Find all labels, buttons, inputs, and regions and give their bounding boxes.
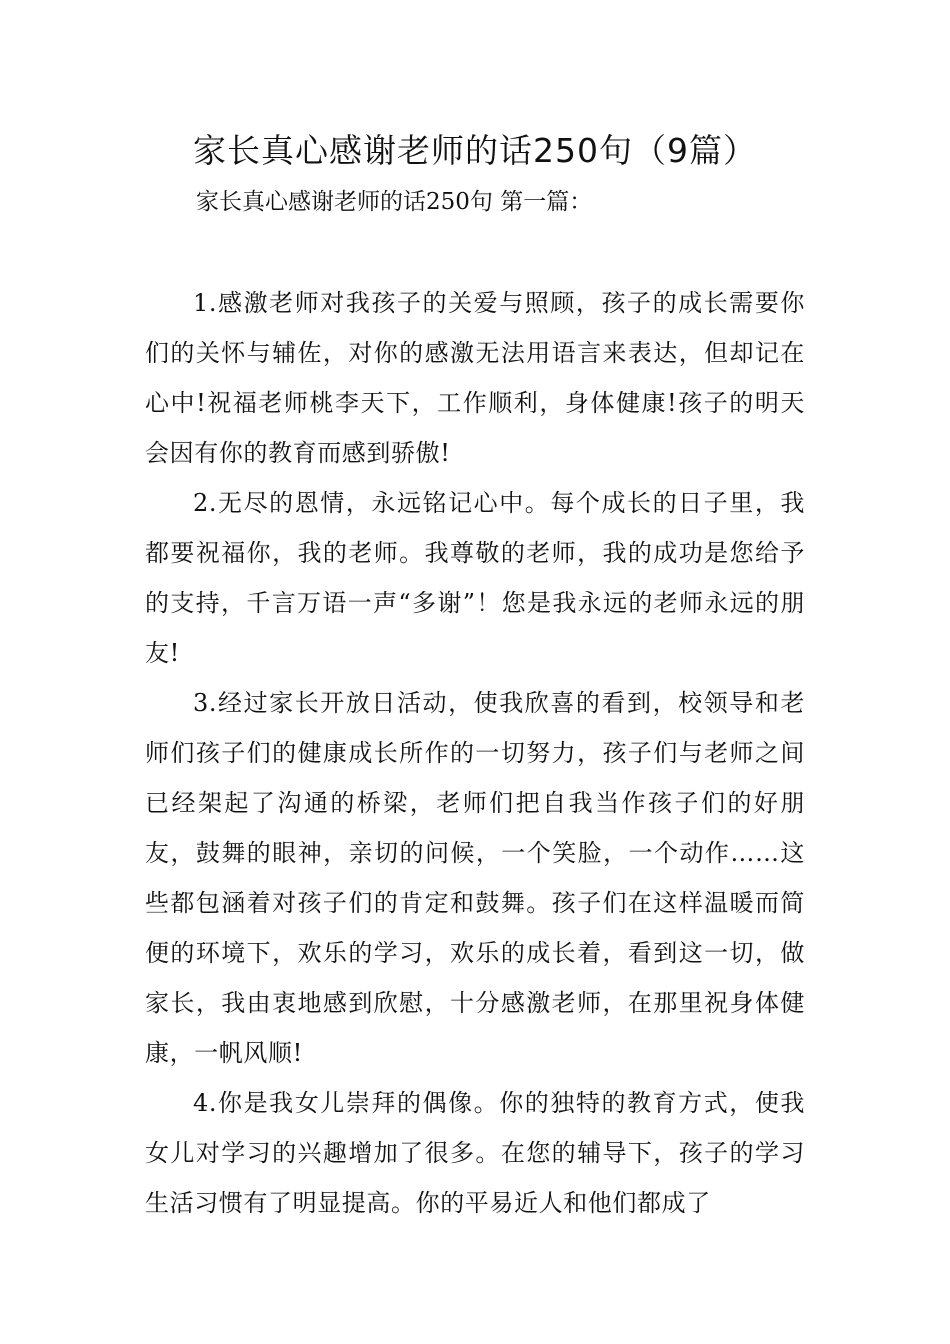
document-subtitle: 家长真心感谢老师的话250句 第一篇：	[196, 189, 593, 215]
document-title: 家长真心感谢老师的话250句（9篇）	[193, 131, 757, 170]
document-body	[145, 278, 805, 1228]
paragraph-1: 1.感激老师对我孩子的关爱与照顾，孩子的成长需要你们的关怀与辅佐，对你的感激无法用语言来表达，但却记在心中!祝福老师桃李天下，工作顺利，身体健康!孩子的明天会因有你的教育而感到骄傲!	[145, 289, 805, 467]
paragraph-3: 3.经过家长开放日活动，使我欣喜的看到，校领导和老师们孩子们的健康成长所作的一切努力，孩子们与老师之间已经架起了沟通的桥梁，老师们把自我当作孩子们的好朋友，鼓舞的眼神，亲切的问候，一个笑脸，一个动作……这些都包涵着对孩子们的肯定和鼓舞。孩子们在这样温暖而简便的环境下，欢乐的学习，欢乐的成长着，看到这一切，做家长，我由衷地感到欣慰，十分感激老师，在那里祝身体健康，一帆风顺!	[145, 689, 805, 1067]
paragraph-4: 4.你是我女儿崇拜的偶像。你的独特的教育方式，使我女儿对学习的兴趣增加了很多。在您的辅导下，孩子的学习生活习惯有了明显提高。你的平易近人和他们都成了	[145, 1089, 805, 1217]
paragraph-2: 2.无尽的恩情，永远铭记心中。每个成长的日子里，我都要祝福你，我的老师。我尊敬的老师，我的成功是您给予的支持，千言万语一声“多谢”！您是我永远的老师永远的朋友!	[145, 489, 805, 667]
